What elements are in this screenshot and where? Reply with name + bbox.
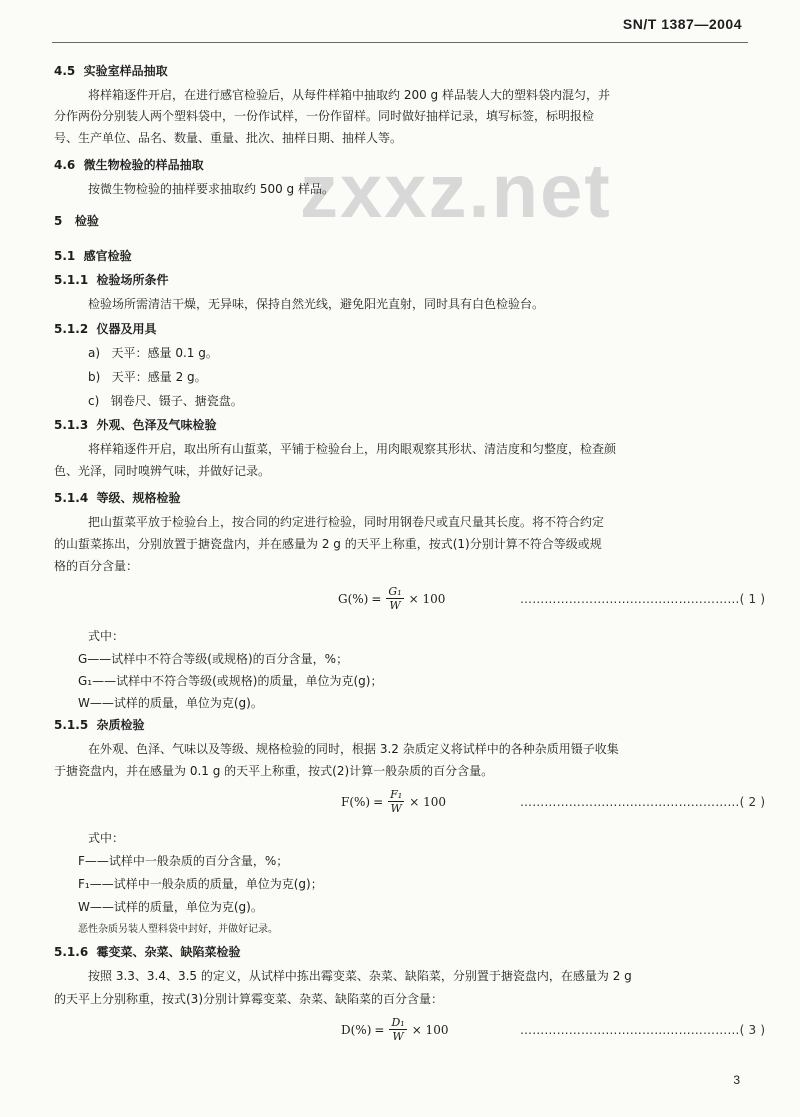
paragraph-line: 分作两份分别装人两个塑料袋中，一份作试样，一份作留样。同时做好抽样记录，填写标签，标明报检 <box>54 109 595 123</box>
section-heading-5-1: 5.1 感官检验 <box>54 249 132 263</box>
symbol-definition: W——试样的质量，单位为克(g)。 <box>78 900 263 914</box>
paragraph-line: 把山蜇菜平放于检验台上，按合同的约定进行检验，同时用钢卷尺或直尺量其长度。将不符合约定 <box>88 515 605 529</box>
list-item: c) 钢卷尺、镊子、搪瓷盘。 <box>88 394 243 408</box>
section-heading-5: 5 检验 <box>54 214 99 228</box>
fraction: $\frac{\text{D₁}}{W}$ <box>391 1016 405 1043</box>
section-heading-5-1-5: 5.1.5 杂质检验 <box>54 718 145 732</box>
paragraph-line: 按微生物检验的抽样要求抽取约 500 g 样品。 <box>88 182 334 196</box>
paragraph-line: 色、光泽，同时嗅辨气味，并做好记录。 <box>54 464 271 478</box>
page-number: 3 <box>733 1073 740 1087</box>
paragraph-line: 按照 3.3、3.4、3.5 的定义，从试样中拣出霉变菜、杂菜、缺陷菜，分别置于搪瓷盘内，在感量为 2 g <box>88 969 632 983</box>
symbol-definition: G——试样中不符合等级(或规格)的百分含量，%； <box>78 652 349 666</box>
section-heading-5-1-3: 5.1.3 外观、色泽及气味检验 <box>54 418 217 432</box>
paragraph-line: 在外观、色泽、气味以及等级、规格检验的同时，根据 3.2 杂质定义将试样中的各种杂质用镊子收集 <box>88 742 619 756</box>
fraction: $\frac{\text{G₁}}{W}$ <box>388 585 402 612</box>
formula-2: F(%) = $\frac{\text{F₁}}{W}$ × 100 <box>341 788 446 815</box>
symbol-definition: G₁——试样中不符合等级(或规格)的质量，单位为克(g)； <box>78 674 383 688</box>
section-heading-5-1-6: 5.1.6 霉变菜、杂菜、缺陷菜检验 <box>54 945 241 959</box>
symbol-definition: W——试样的质量，单位为克(g)。 <box>78 696 263 710</box>
watermark: zxxz.net <box>300 149 612 234</box>
section-heading-4-6: 4.6 微生物检验的样品抽取 <box>54 158 204 172</box>
formula-3: D(%) = $\frac{\text{D₁}}{W}$ × 100 <box>341 1016 449 1043</box>
formula-1: G(%) = $\frac{\text{G₁}}{W}$ × 100 <box>338 585 446 612</box>
section-heading-5-1-2: 5.1.2 仪器及用具 <box>54 322 157 336</box>
where-label: 式中： <box>88 831 125 845</box>
paragraph-line: 将样箱逐件开启，取出所有山蜇菜，平铺于检验台上，用肉眼观察其形状、清洁度和匀整度，检查颜 <box>88 442 617 456</box>
paragraph-line: 于搪瓷盘内，并在感量为 0.1 g 的天平上称重，按式(2)计算一般杂质的百分含量。 <box>54 764 494 778</box>
where-label: 式中： <box>88 629 125 643</box>
paragraph-line: 号、生产单位、品名、数量、重量、批次、抽样日期、抽样人等。 <box>54 131 403 145</box>
section-heading-5-1-1: 5.1.1 检验场所条件 <box>54 273 169 287</box>
header-rule <box>52 42 748 43</box>
page-header: SN/T 1387—2004 <box>622 16 742 32</box>
paragraph-line: 检验场所需清洁干燥，无异味，保持自然光线，避免阳光直射，同时具有白色检验台。 <box>88 297 545 311</box>
paragraph-line: 的山蜇菜拣出，分别放置于搪瓷盘内，并在感量为 2 g 的天平上称重，按式(1)分别计算不符合等级或规 <box>54 537 602 551</box>
paragraph-line: 的天平上分别称重，按式(3)分别计算霉变菜、杂菜、缺陷菜的百分含量： <box>54 992 444 1006</box>
list-item: b) 天平：感量 2 g。 <box>88 370 207 384</box>
symbol-definition: F₁——试样中一般杂质的质量，单位为克(g)； <box>78 877 323 891</box>
list-item: a) 天平：感量 0.1 g。 <box>88 346 218 360</box>
section-heading-4-5: 4.5 实验室样品抽取 <box>54 64 168 78</box>
symbol-definition: F——试样中一般杂质的百分含量，%； <box>78 854 289 868</box>
note: 恶性杂质另装人塑料袋中封好，并做好记录。 <box>78 924 278 935</box>
formula-leader-2: ………………………………………………( 2 ) <box>520 795 766 809</box>
paragraph-line: 格的百分含量： <box>54 559 139 573</box>
paragraph-line: 将样箱逐件开启，在进行感官检验后，从每件样箱中抽取约 200 g 样品装人大的塑料袋内混匀，并 <box>88 88 610 102</box>
formula-leader-1: ………………………………………………( 1 ) <box>520 592 766 606</box>
formula-leader-3: ………………………………………………( 3 ) <box>520 1023 766 1037</box>
section-heading-5-1-4: 5.1.4 等级、规格检验 <box>54 491 181 505</box>
fraction: $\frac{\text{F₁}}{W}$ <box>390 788 403 815</box>
